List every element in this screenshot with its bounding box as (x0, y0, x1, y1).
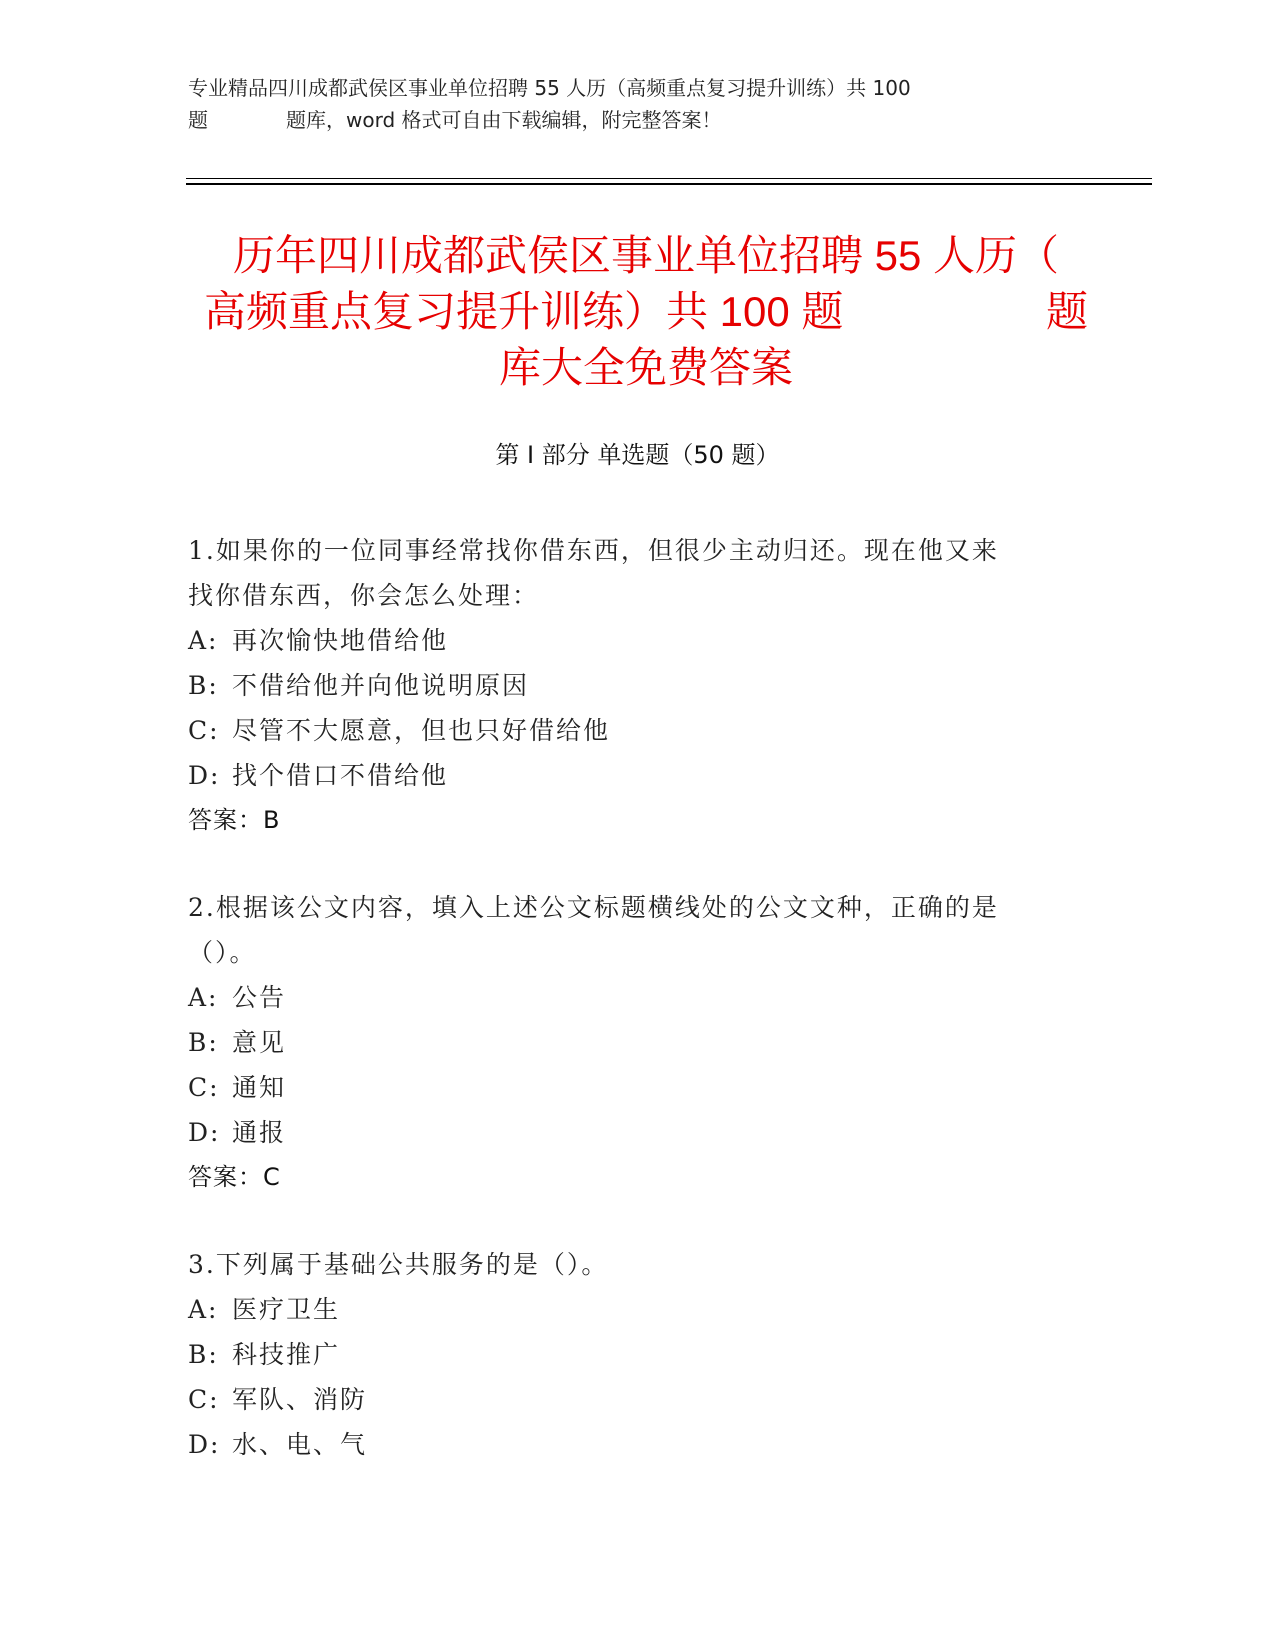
option-a (188, 975, 1088, 1020)
option-text: 尽管不大愿意，但也只好借给他 (232, 716, 611, 745)
option-text: 不借给他并向他说明原因 (232, 671, 530, 700)
header-line-1: 专业精品四川成都武侯区事业单位招聘 55 人历（高频重点复习提升训练）共 100 (188, 76, 911, 100)
question-stem-continued: 找你借东西，你会怎么处理： (188, 581, 540, 610)
option-key: D: (188, 761, 221, 790)
option-text: 军队、消防 (232, 1385, 368, 1414)
option-key: B: (188, 1340, 219, 1369)
title-line-2-start: 高频重点复习提升训练）共 100 题 (204, 288, 844, 335)
option-d (188, 1422, 1088, 1467)
option-text: 意见 (232, 1028, 287, 1057)
option-text: 水、电、气 (232, 1430, 368, 1459)
option-key: C: (188, 1073, 220, 1102)
option-b (188, 1332, 1088, 1377)
option-c (188, 1377, 1088, 1422)
answer-line: 答案：C (188, 1163, 281, 1191)
option-a (188, 1287, 1088, 1332)
option-key: C: (188, 716, 220, 745)
header-line-2-start: 题 (188, 108, 208, 132)
title-line-3: 库大全免费答案 (498, 344, 793, 391)
option-key: D: (188, 1118, 221, 1147)
option-key: A: (188, 626, 219, 655)
option-a (188, 618, 1088, 663)
header-line-2-end: 题库，word 格式可自由下载编辑，附完整答案！ (286, 108, 722, 132)
title-line-2 (186, 284, 1106, 340)
question-stem-continued: （）。 (188, 938, 257, 967)
document-header (188, 72, 1088, 136)
option-b (188, 1020, 1088, 1065)
option-text: 再次愉快地借给他 (232, 626, 449, 655)
question-2 (188, 885, 1088, 1200)
option-c (188, 1065, 1088, 1110)
header-line-2 (188, 104, 1088, 136)
option-key: D: (188, 1430, 221, 1459)
question-list (188, 528, 1088, 1509)
option-b (188, 663, 1088, 708)
option-d (188, 753, 1088, 798)
answer-line: 答案：B (188, 806, 281, 834)
option-text: 通报 (232, 1118, 287, 1147)
option-key: C: (188, 1385, 220, 1414)
option-text: 通知 (232, 1073, 287, 1102)
header-rule-thick (186, 183, 1152, 185)
section-heading: 第 I 部分 单选题（50 题） (495, 441, 780, 469)
option-text: 科技推广 (232, 1340, 341, 1369)
option-key: A: (188, 1295, 219, 1324)
question-stem: 3.下列属于基础公共服务的是（）。 (188, 1250, 609, 1279)
option-key: B: (188, 671, 219, 700)
title-line-2-end: 题 (1045, 288, 1088, 335)
header-rule-thin (186, 178, 1152, 179)
option-c (188, 708, 1088, 753)
question-1 (188, 528, 1088, 843)
document-title (186, 228, 1106, 396)
question-stem: 2.根据该公文内容，填入上述公文标题横线处的公文文种，正确的是 (188, 893, 999, 922)
option-text: 公告 (232, 983, 287, 1012)
option-text: 找个借口不借给他 (232, 761, 449, 790)
question-stem: 1.如果你的一位同事经常找你借东西，但很少主动归还。现在他又来 (188, 536, 999, 565)
question-3 (188, 1242, 1088, 1467)
title-line-1: 历年四川成都武侯区事业单位招聘 55 人历（ (232, 232, 1060, 279)
option-key: B: (188, 1028, 219, 1057)
option-key: A: (188, 983, 219, 1012)
option-text: 医疗卫生 (232, 1295, 341, 1324)
option-d (188, 1110, 1088, 1155)
